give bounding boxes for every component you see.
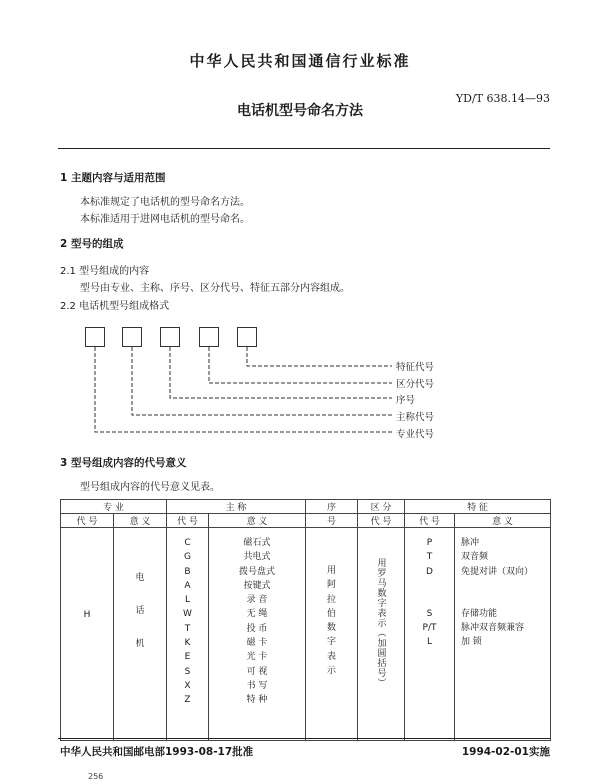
- section1-line-1: 本标准规定了电话机的型号命名方法。: [80, 197, 250, 208]
- zhuanye-meaning-1: 电: [135, 573, 145, 583]
- zhucheng-code-9: E: [184, 652, 191, 663]
- cell-zhucheng-meanings: [209, 528, 306, 741]
- th-zhucheng-daihao: 代 号: [167, 514, 209, 528]
- xuhao-char-7: 表: [326, 651, 336, 662]
- cell-xuhao: [306, 528, 358, 741]
- zhucheng-meaning-4: 按键式: [243, 580, 271, 591]
- tezheng-code-7: L: [426, 637, 432, 648]
- th-qufen: 区 分: [358, 500, 405, 514]
- zhucheng-code-8: K: [184, 638, 191, 649]
- diagram-label-tezheng: 特征代号: [396, 362, 435, 373]
- section21-text: 型号由专业、主称、序号、区分代号、特征五部分内容组成。: [80, 283, 350, 294]
- cell-zhuanye-meaning: [114, 528, 167, 741]
- diagram-label-xuhao: 序号: [396, 395, 416, 406]
- qufen-text: 用罗马数字表示（加圆括号）: [375, 558, 386, 688]
- zhucheng-code-1: C: [184, 538, 191, 548]
- th-zhucheng-yiyi: 意 义: [209, 514, 306, 528]
- th-xuhao-hao: 号: [306, 514, 358, 528]
- zhucheng-code-12: Z: [184, 695, 191, 706]
- zhucheng-code-3: B: [184, 566, 191, 577]
- page-number: 256: [88, 772, 104, 781]
- zhucheng-code-11: X: [184, 680, 191, 691]
- diagram-label-zhucheng: 主称代号: [396, 412, 435, 423]
- cell-tezheng-meanings: [455, 528, 551, 741]
- table-sub-header-row: [61, 514, 551, 528]
- zhucheng-code-6: W: [183, 609, 192, 620]
- zhucheng-meaning-7: 投 币: [246, 623, 268, 634]
- section1-heading: 1 主题内容与适用范围: [60, 172, 166, 184]
- tezheng-code-1: P: [426, 538, 433, 548]
- zhucheng-meaning-9: 光 卡: [246, 652, 268, 663]
- xuhao-char-8: 示: [326, 666, 336, 677]
- th-zhucheng: 主 称: [167, 500, 306, 514]
- approval-text: 中华人民共和国邮电部1993-08-17批准: [60, 746, 254, 758]
- zhucheng-meaning-1: 磁石式: [243, 538, 271, 548]
- xuhao-char-5: 数: [326, 623, 336, 634]
- tezheng-code-5: S: [426, 608, 433, 619]
- tezheng-meaning-1: 脉冲: [461, 538, 480, 548]
- code-meaning-table: [60, 499, 551, 741]
- document-title: 电话机型号命名方法: [237, 103, 363, 119]
- zhuanye-meaning-3: 机: [135, 639, 145, 649]
- cell-zhuanye-code: [61, 528, 114, 741]
- th-xuhao: 序: [306, 500, 358, 514]
- th-tezheng-yiyi: 意 义: [455, 514, 551, 528]
- zhucheng-meaning-3: 拨号盘式: [238, 566, 275, 577]
- zhucheng-meaning-12: 特 种: [246, 695, 268, 706]
- th-zhuanye-yiyi: 意 义: [114, 514, 167, 528]
- xuhao-char-4: 伯: [326, 608, 336, 619]
- zhucheng-code-7: T: [184, 623, 191, 634]
- th-tezheng: 特 征: [405, 500, 551, 514]
- tezheng-code-6: P/T: [422, 623, 437, 634]
- section22-heading: 2.2 电话机型号组成格式: [60, 301, 170, 312]
- implement-date: 1994-02-01实施: [461, 746, 550, 758]
- th-zhuanye-daihao: 代 号: [61, 514, 114, 528]
- tezheng-meaning-5: 存储功能: [461, 608, 498, 619]
- zhucheng-code-5: L: [184, 595, 190, 606]
- zhucheng-code-10: S: [184, 666, 191, 677]
- tezheng-meaning-6: 脉冲双音频兼容: [461, 623, 525, 634]
- th-zhuanye: 专 业: [61, 500, 167, 514]
- zhucheng-meaning-6: 无 绳: [246, 609, 268, 620]
- zhucheng-meaning-10: 可 视: [246, 666, 268, 677]
- xuhao-char-3: 拉: [326, 594, 336, 605]
- zhuanye-meaning-2: 话: [135, 606, 145, 616]
- tezheng-code-3: D: [426, 566, 433, 577]
- xuhao-char-2: 阿: [326, 580, 336, 591]
- diagram-label-qufen: 区分代号: [396, 379, 435, 390]
- tezheng-code-2: T: [426, 552, 433, 563]
- table-group-header-row: [61, 500, 551, 514]
- cell-zhucheng-codes: [167, 528, 209, 741]
- tezheng-meaning-7: 加 锁: [461, 637, 482, 648]
- zhucheng-meaning-2: 共电式: [243, 552, 271, 563]
- standard-code: YD/T 638.14—93: [455, 92, 550, 105]
- section3-heading: 3 型号组成内容的代号意义: [60, 457, 187, 469]
- zhucheng-meaning-5: 录 音: [246, 595, 268, 606]
- xuhao-char-1: 用: [326, 566, 336, 576]
- tezheng-meaning-2: 双音频: [461, 552, 489, 563]
- diagram-label-zhuanye: 专业代号: [396, 429, 435, 440]
- section2-heading: 2 型号的组成: [60, 238, 124, 250]
- zhucheng-code-4: A: [184, 580, 191, 591]
- zhucheng-meaning-8: 磁 卡: [246, 638, 268, 649]
- standard-title: 中华人民共和国通信行业标准: [189, 52, 411, 70]
- zhucheng-meaning-11: 书 写: [246, 680, 268, 691]
- cell-qufen: [358, 528, 405, 741]
- section1-line-2: 本标准适用于进网电话机的型号命名。: [80, 214, 250, 225]
- tezheng-meaning-3: 免提对讲（双向）: [461, 566, 534, 577]
- section3-intro: 型号组成内容的代号意义见表。: [80, 482, 220, 493]
- tezheng-meaning-4: [461, 579, 550, 607]
- zhuanye-code: H: [83, 610, 91, 620]
- section21-heading: 2.1 型号组成的内容: [60, 266, 150, 277]
- zhucheng-code-2: G: [184, 552, 191, 563]
- table-body-row: [61, 528, 551, 741]
- th-tezheng-daihao: 代 号: [405, 514, 455, 528]
- cell-tezheng-codes: [405, 528, 455, 741]
- footer-rule: [58, 738, 550, 739]
- xuhao-char-6: 字: [326, 637, 336, 648]
- th-qufen-daihao: 代 号: [358, 514, 405, 528]
